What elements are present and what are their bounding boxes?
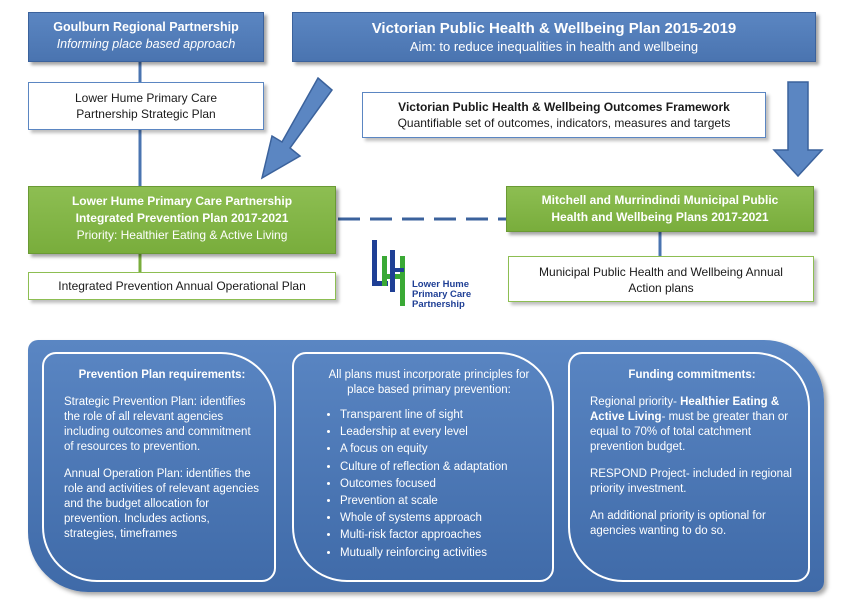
principles-card (292, 352, 554, 582)
municipal-plans-line1: Mitchell and Murrindindi Municipal Public (541, 193, 779, 207)
goulburn-subtitle: Informing place based approach (56, 37, 236, 51)
funding-para1-bold: Healthier Eating & Active Living (590, 396, 780, 423)
lower-hume-logo (368, 238, 498, 308)
funding-para1 (590, 395, 794, 455)
list-item: • Transparent line of sight (340, 408, 538, 423)
requirements-title: Prevention Plan requirements: (78, 369, 246, 381)
funding-para1-suffix: - must be greater than or equal to 70% of total catchment prevention budget. (590, 411, 789, 453)
goulburn-partnership-box (28, 12, 264, 62)
logo-line1: Lower Hume (412, 279, 470, 290)
funding-para1-prefix: Regional priority- (590, 396, 681, 408)
funding-commitments-card (568, 352, 810, 582)
strategic-plan-line2: Partnership Strategic Plan (76, 107, 216, 121)
down-arrow-icon (774, 82, 822, 176)
victorian-plan-title: Victorian Public Health & Wellbeing Plan 2015-2019 (371, 20, 737, 37)
victorian-plan-box (292, 12, 816, 62)
outcomes-framework-title: Victorian Public Health & Wellbeing Outcomes Framework (398, 100, 730, 114)
integrated-plan-line2: Integrated Prevention Plan 2017-2021 (75, 211, 289, 225)
list-item: • Mutually reinforcing activities (340, 546, 538, 561)
principles-list (320, 408, 538, 561)
victorian-plan-aim: Aim: to reduce inequalities in health and wellbeing (409, 39, 699, 54)
annual-operational-label: Integrated Prevention Annual Operational Plan (58, 279, 306, 293)
logo-line2: Primary Care (412, 289, 472, 300)
funding-para3: An additional priority is optional for agencies wanting to do so. (590, 510, 766, 537)
goulburn-title: Goulburn Regional Partnership (53, 20, 239, 34)
municipal-plans-line2: Health and Wellbeing Plans 2017-2021 (551, 210, 769, 224)
diagonal-arrow-icon (262, 78, 332, 178)
funding-title: Funding commitments: (628, 369, 756, 381)
requirements-para1: Strategic Prevention Plan: identifies the role of all relevant agencies including outcomes and commitment of resources to prevention. (64, 396, 251, 453)
integrated-plan-priority: Priority: Healthier Eating & Active Living (76, 228, 288, 242)
list-item: • Culture of reflection & adaptation (340, 460, 538, 475)
municipal-action-line1: Municipal Public Health and Wellbeing Annual (539, 265, 783, 279)
list-item: • Prevention at scale (340, 494, 538, 509)
principles-intro: All plans must incorporate principles for place based primary prevention: (328, 369, 530, 396)
list-item: • Whole of systems approach (340, 511, 538, 526)
prevention-requirements-card (42, 352, 276, 582)
funding-para2: RESPOND Project- included in regional priority investment. (590, 468, 792, 495)
municipal-action-plans-box (508, 256, 814, 302)
strategic-plan-line1: Lower Hume Primary Care (74, 91, 218, 105)
integrated-plan-line1: Lower Hume Primary Care Partnership (71, 194, 293, 208)
municipal-plans-box (506, 186, 814, 232)
logo-line3: Partnership (412, 299, 465, 310)
outcomes-framework-subtitle: Quantifiable set of outcomes, indicators, measures and targets (397, 116, 731, 130)
list-item: • Outcomes focused (340, 477, 538, 492)
outcomes-framework-box (362, 92, 766, 138)
list-item: • A focus on equity (340, 442, 538, 457)
municipal-action-line2: Action plans (628, 281, 694, 295)
strategic-plan-box (28, 82, 264, 130)
requirements-para2: Annual Operation Plan: identifies the role and activities of relevant agencies and the budget allocation for prevention. Includes actions, strategies, timeframes (64, 468, 259, 540)
annual-operational-plan-box (28, 272, 336, 300)
list-item: • Leadership at every level (340, 425, 538, 440)
logo-text (412, 280, 471, 310)
list-item: • Multi-risk factor approaches (340, 528, 538, 543)
integrated-prevention-plan-box (28, 186, 336, 254)
